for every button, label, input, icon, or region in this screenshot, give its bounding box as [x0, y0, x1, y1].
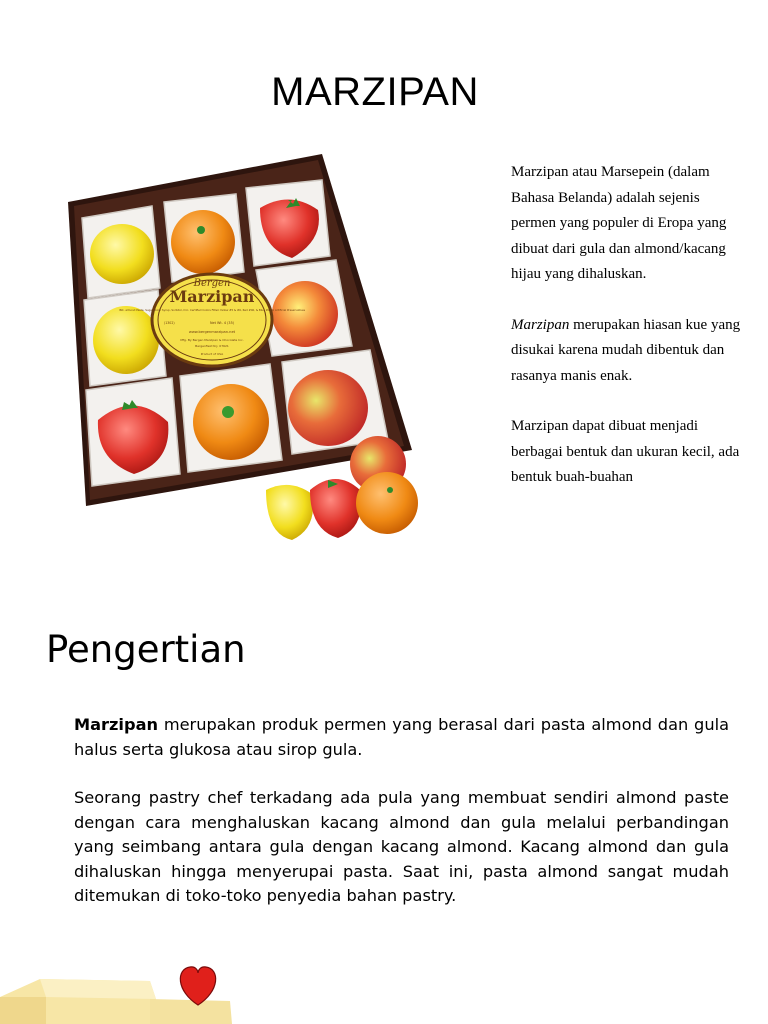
label-brand-top: Bergen [193, 278, 231, 289]
definition-bold-term: Marzipan [74, 715, 159, 734]
label-weight-left: (1302) [164, 321, 175, 325]
section-heading: Pengertian [46, 628, 246, 671]
label-origin: Product of USA [200, 352, 224, 356]
intro-emphasis: Marzipan [511, 316, 570, 333]
page-title: MARZIPAN [271, 70, 479, 114]
label-city: Bergenfield N.J. 07621 [195, 344, 229, 348]
heart-icon [180, 967, 215, 1005]
label-weight: Net Wt. 4 (35) [210, 321, 235, 325]
definition-paragraph-1-text: merupakan produk permen yang berasal dari pasta almond dan gula halus serta glukosa atau sirop gula. [74, 715, 729, 759]
label-ingredients: INC. almond Paste, Sugar, Corn Syrup, Sorbitol, D.C. Certified Colors FD&C Yellow #5 & #6, Red #40, & Blue #1 No Artificial Preservatives [118, 308, 306, 312]
footer-decoration [0, 955, 240, 1024]
intro-paragraph-1: Marzipan atau Marsepein (dalam Bahasa Belanda) adalah sejenis permen yang populer di Eropa yang dibuat dari gula dan almond/kacang hijau yang dihaluskan. [511, 164, 727, 282]
intro-paragraph-3: Marzipan dapat dibuat menjadi berbagai bentuk dan ukuran kecil, ada bentuk buah-buahan [511, 418, 740, 485]
definition-paragraph-1 [74, 713, 729, 762]
intro-paragraph-2 [511, 313, 743, 390]
intro-text [511, 160, 743, 516]
marzipan-box-image [60, 150, 430, 545]
intro-paragraph-2-text: merupakan hiasan kue yang disukai karena mudah dibentuk dan rasanya manis enak. [511, 316, 741, 384]
label-mfg: Mfg. By Bergen Marzipan & Chocolate Inc. [180, 338, 244, 342]
label-url: www.bergenmarzipan.net [188, 330, 236, 334]
definition-text [74, 713, 729, 933]
label-brand-name: Marzipan [169, 287, 255, 306]
definition-paragraph-2: Seorang pastry chef terkadang ada pula yang membuat sendiri almond paste dengan cara menghaluskan kacang almond dan gula melalui perbandingan yang seimbang antara gula dengan kacang almond. Kacang almond dan gula dihaluskan hingga menyerupai pasta. Saat ini, pasta almond sangat mudah ditemukan di toko-toko penyedia bahan pastry. [74, 788, 729, 905]
